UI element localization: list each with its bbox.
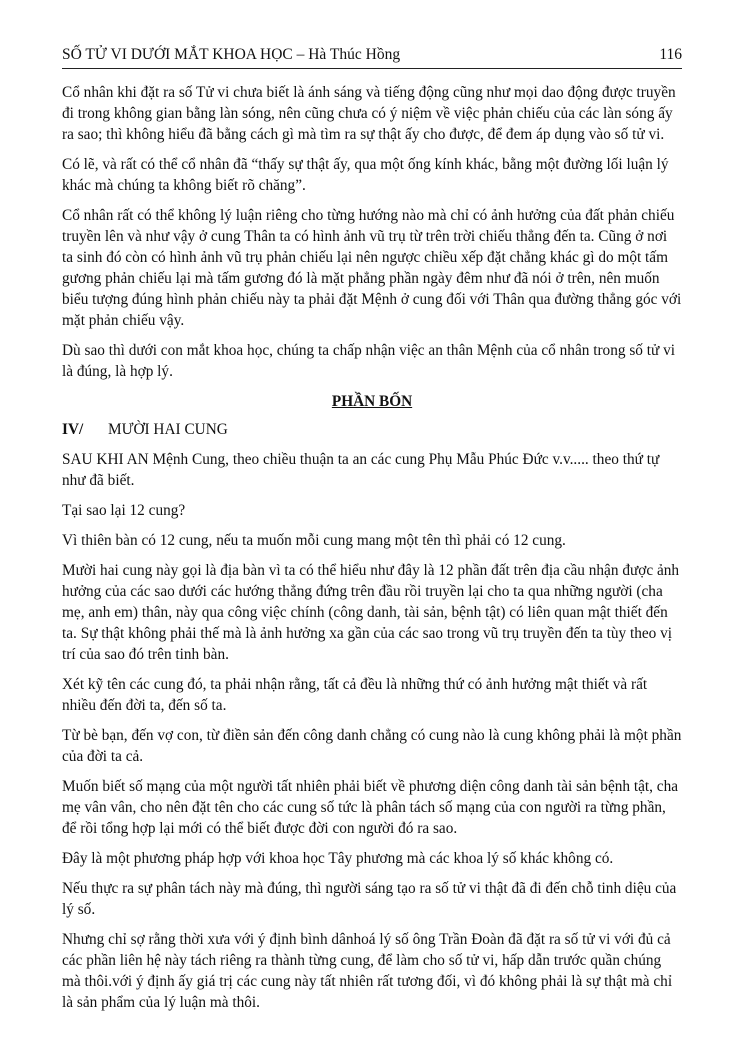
paragraph: Dù sao thì dưới con mắt khoa học, chúng ta chấp nhận việc an thân Mệnh của cổ nhân trong số tử vi là đúng, là hợp lý. [62, 342, 676, 380]
part-heading: PHẦN BỐN [331, 393, 413, 410]
paragraph: Đây là một phương pháp hợp với khoa học Tây phương mà các khoa lý số khác không có. [62, 850, 614, 867]
paragraph: Có lẽ, và rất có thể cổ nhân đã “thấy sự thật ấy, qua một ống kính khác, bằng một đường lối luận lý khác mà chúng ta không biết rõ chăng”. [62, 156, 669, 194]
section-number: IV/ [62, 421, 84, 438]
paragraph: Cổ nhân khi đặt ra số Tử vi chưa biết là ánh sáng và tiếng động cũng như mọi dao động được truyền đi trong không gian bằng làn sóng, nên cũng chưa có ý niệm về việc phản chiếu của các làn sóng ấy ra sao; thì không hiểu đã bằng cách gì mà tìm ra sự thật ấy cho được, để đem áp dụng vào số tử vi. [62, 84, 676, 143]
paragraph: Nhưng chỉ sợ rằng thời xưa với ý định bình dânhoá lý số ông Trần Đoàn đã đặt ra số tử vi với đủ cả các phần liên hệ này tách riêng ra thành từng cung, để làm cho số tử vi, hấp dẫn trước quần chúng mà thôi.với ý định ấy giá trị các cung này tất nhiên rất tương đối, vì đó không phải là sự thật mà chỉ là sản phẩm của lý luận mà thôi. [62, 931, 673, 1011]
book-title: SỐ TỬ VI DƯỚI MẮT KHOA HỌC – Hà Thúc Hồng [62, 46, 401, 63]
paragraph: SAU KHI AN Mệnh Cung, theo chiều thuận ta an các cung Phụ Mẫu Phúc Đức v.v..... theo thứ tự như đã biết. [62, 451, 660, 489]
paragraph: Vì thiên bàn có 12 cung, nếu ta muốn mỗi cung mang một tên thì phải có 12 cung. [62, 532, 566, 549]
page-number: 116 [659, 46, 682, 63]
paragraph: Cổ nhân rất có thể không lý luận riêng cho từng hướng nào mà chỉ có ảnh hưởng của đất phản chiếu truyền lên và như vậy ở cung Thân ta có hình ảnh vũ trụ từ trên trời chiếu thẳng đến ta. Cũng ở nơi ta sinh đó còn có hình ảnh vũ trụ phản chiếu lại nên ngược chiều xếp đặt chẳng khác gì do một tấm gương phản chiếu lại mà tấm gương đó là mặt phẳng phần ngày đêm như đã nói ở trên, nên muốn biểu tượng đúng hình phản chiếu này ta phải đặt Mệnh ở cung đối với Thân qua đường thẳng góc với mặt phản chiếu vậy. [62, 207, 682, 329]
paragraph: Từ bè bạn, đến vợ con, từ điền sản đến công danh chẳng có cung nào là cung không phải là một phần của đời ta cả. [62, 727, 682, 765]
section-heading [62, 419, 682, 440]
section-title: MƯỜI HAI CUNG [108, 421, 228, 438]
paragraph: Tại sao lại 12 cung? [62, 502, 186, 519]
page-header [62, 46, 682, 69]
page-body [62, 82, 682, 1022]
paragraph: Muốn biết số mạng của một người tất nhiên phải biết về phương diện công danh tài sản bệnh tật, cha mẹ vân vân, cho nên đặt tên cho các cung số tức là phân tách số mạng của con người ra từng phần, để rồi tổng hợp lại mới có thể biết được đời con người đó ra sao. [62, 778, 679, 837]
paragraph: Mười hai cung này gọi là địa bàn vì ta có thể hiểu như đây là 12 phần đất trên địa cầu nhận được ảnh hưởng của các sao dưới các hướng thẳng đứng trên đầu rồi truyền lại cho ta qua những người (cha mẹ, anh em) thân, này qua công việc chính (công danh, tài sản, bệnh tật) có liên quan mật thiết đến ta. Sự thật không phải thế mà là ảnh hưởng xa gần của các sao trong vũ trụ truyền đến ta tùy theo vị trí của sao đó trên tinh bàn. [62, 562, 680, 663]
paragraph: Xét kỹ tên các cung đó, ta phải nhận rằng, tất cả đều là những thứ có ảnh hưởng mật thiết và rất nhiều đến đời ta, đến số ta. [62, 676, 648, 714]
paragraph: Nếu thực ra sự phân tách này mà đúng, thì người sáng tạo ra số tử vi thật đã đi đến chỗ tinh diệu của lý số. [62, 880, 677, 918]
